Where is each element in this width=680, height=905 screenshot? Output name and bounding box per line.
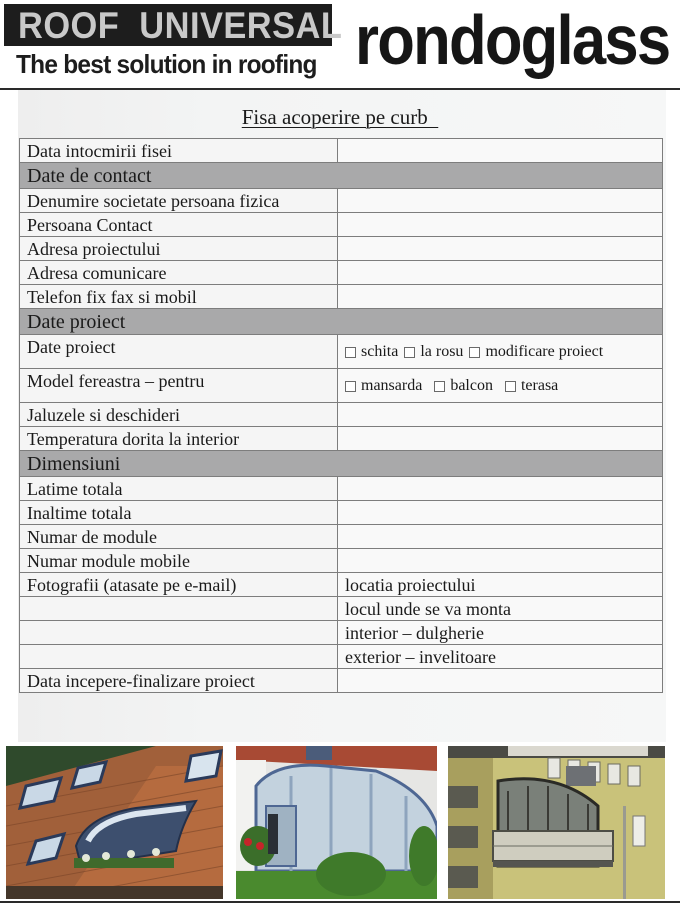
field-value[interactable] [338, 261, 663, 285]
footer-divider [0, 901, 680, 903]
field-value[interactable] [338, 403, 663, 427]
field-value[interactable]: locatia proiectului [338, 573, 663, 597]
field-label: Adresa comunicare [20, 261, 338, 285]
form-row [20, 597, 663, 621]
field-label: Model fereastra – pentru [20, 369, 338, 403]
form-row [20, 549, 663, 573]
checkbox-label: balcon [450, 376, 493, 394]
checkbox-icon[interactable] [505, 381, 516, 392]
field-label: Inaltime totala [20, 501, 338, 525]
field-label [20, 597, 338, 621]
field-value[interactable] [338, 501, 663, 525]
form-row [20, 237, 663, 261]
section-title: Date proiect [20, 309, 663, 335]
roof-skylight-photo [6, 746, 223, 899]
form-row [20, 477, 663, 501]
roof-universal-logo [4, 4, 343, 80]
checkbox-group [345, 376, 564, 396]
field-label: Persoana Contact [20, 213, 338, 237]
section-header [20, 163, 663, 189]
field-value[interactable] [338, 549, 663, 573]
field-label: Data intocmirii fisei [20, 139, 338, 163]
checkbox-icon[interactable] [345, 347, 356, 358]
checkbox-icon[interactable] [404, 347, 415, 358]
field-label: Telefon fix fax si mobil [20, 285, 338, 309]
field-value[interactable] [338, 189, 663, 213]
field-value[interactable] [338, 213, 663, 237]
form-row [20, 501, 663, 525]
checkbox-option[interactable] [404, 342, 463, 362]
checkbox-label: terasa [520, 376, 559, 394]
field-label: Adresa proiectului [20, 237, 338, 261]
glass-balcony-photo [448, 746, 665, 899]
section-header [20, 451, 663, 477]
form-row [20, 427, 663, 451]
field-label: Temperatura dorita la interior [20, 427, 338, 451]
form-row [20, 189, 663, 213]
field-value[interactable] [338, 427, 663, 451]
checkbox-label: schita [361, 342, 399, 360]
form-title [0, 104, 680, 130]
field-value[interactable]: exterior – invelitoare [338, 645, 663, 669]
form-row [20, 335, 663, 369]
form-row [20, 285, 663, 309]
checkbox-option[interactable] [345, 342, 398, 362]
form-row [20, 621, 663, 645]
logo-tagline: The best solution in roofing [16, 49, 317, 79]
field-label: Numar module mobile [20, 549, 338, 573]
form-row [20, 403, 663, 427]
options-cell [338, 369, 663, 403]
field-label [20, 621, 338, 645]
form-row [20, 645, 663, 669]
field-value[interactable]: interior – dulgherie [338, 621, 663, 645]
checkbox-option[interactable] [345, 376, 422, 396]
field-label [20, 645, 338, 669]
form-title-text: Fisa acoperire pe curb [241, 105, 439, 129]
field-value[interactable] [338, 139, 663, 163]
field-label: Jaluzele si deschideri [20, 403, 338, 427]
checkbox-label: mansarda [361, 376, 423, 394]
checkbox-option[interactable] [469, 342, 603, 362]
form-row [20, 573, 663, 597]
checkbox-group [345, 342, 609, 362]
field-label: Denumire societate persoana fizica [20, 189, 338, 213]
form-table [19, 138, 663, 693]
section-title: Date de contact [20, 163, 663, 189]
logo-bar [4, 4, 343, 46]
rondoglass-logo: rondoglass [355, 1, 670, 79]
field-value[interactable] [338, 477, 663, 501]
field-label: Data incepere-finalizare proiect [20, 669, 338, 693]
form-row [20, 669, 663, 693]
field-value[interactable] [338, 669, 663, 693]
field-value[interactable] [338, 237, 663, 261]
field-label: Fotografii (atasate pe e-mail) [20, 573, 338, 597]
section-header [20, 309, 663, 335]
form-row [20, 261, 663, 285]
checkbox-icon[interactable] [434, 381, 445, 392]
section-title: Dimensiuni [20, 451, 663, 477]
form-row [20, 139, 663, 163]
options-cell [338, 335, 663, 369]
photo-strip [0, 746, 680, 901]
checkbox-option[interactable] [434, 376, 493, 396]
field-value[interactable]: locul unde se va monta [338, 597, 663, 621]
checkbox-icon[interactable] [345, 381, 356, 392]
checkbox-label: la rosu [420, 342, 464, 360]
field-label: Latime totala [20, 477, 338, 501]
field-label: Date proiect [20, 335, 338, 369]
checkbox-label: modificare proiect [485, 342, 604, 360]
field-value[interactable] [338, 525, 663, 549]
form-row [20, 369, 663, 403]
checkbox-icon[interactable] [469, 347, 480, 358]
form-row [20, 525, 663, 549]
curved-sunroom-photo [236, 746, 437, 899]
field-label: Numar de module [20, 525, 338, 549]
checkbox-option[interactable] [505, 376, 558, 396]
field-value[interactable] [338, 285, 663, 309]
logo-title: ROOF UNIVERSAL [18, 5, 343, 46]
form-row [20, 213, 663, 237]
